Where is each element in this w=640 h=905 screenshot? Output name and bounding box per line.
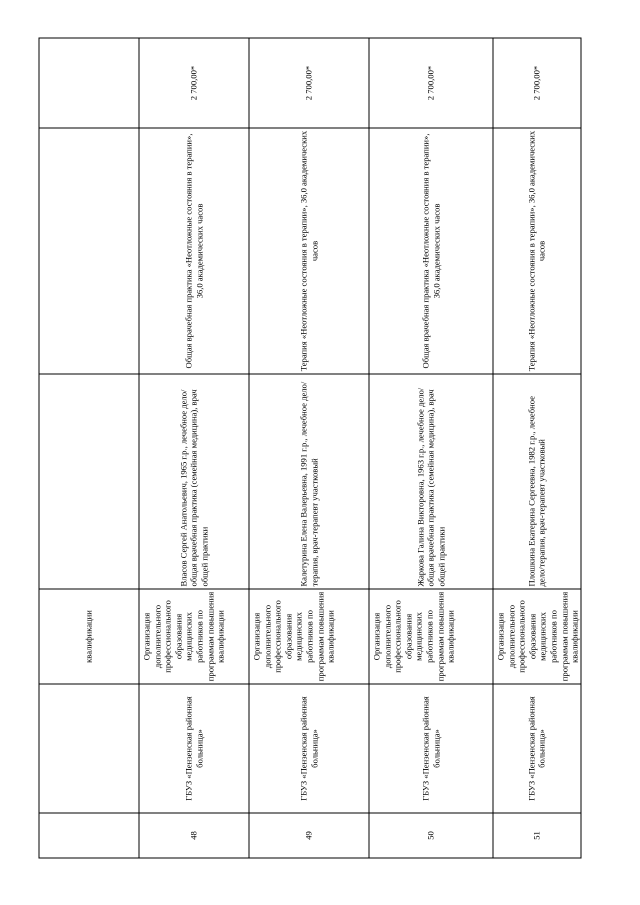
program-continuation-cell: квалификации xyxy=(39,589,139,684)
price-cell-empty xyxy=(39,38,139,128)
organization: ГБУЗ «Пензенская районная больница» xyxy=(139,684,249,813)
row-number: 50 xyxy=(369,813,493,858)
price: 2 700,00* xyxy=(369,38,493,128)
price: 2 700,00* xyxy=(493,38,581,128)
row-number: 51 xyxy=(493,813,581,858)
course: Терапия «Неотложные состояния в терапии», 36,0 академических часов xyxy=(493,128,581,374)
program: Организация дополнительного профессионального образования медицинских работников по программам повышения квалификации xyxy=(369,589,493,684)
person: Калетурина Елена Валерьевна, 1991 г.р., лечебное дело/терапия, врач-терапевт участковый xyxy=(249,374,369,589)
table-row xyxy=(369,38,493,858)
program: Организация дополнительного профессионального образования медицинских работников по программам повышения квалификации xyxy=(493,589,581,684)
row-number: 48 xyxy=(139,813,249,858)
person-cell-empty xyxy=(39,374,139,589)
organization: ГБУЗ «Пензенская районная больница» xyxy=(369,684,493,813)
row-number: 49 xyxy=(249,813,369,858)
num-cell-empty xyxy=(39,813,139,858)
org-cell-empty xyxy=(39,684,139,813)
training-table xyxy=(39,38,582,859)
person: Власов Сергей Анатольевич, 1965 г.р., лечебное дело/общая врачебная практика (семейная медицина), врач общей практики xyxy=(139,374,249,589)
program: Организация дополнительного профессионального образования медицинских работников по программам повышения квалификации xyxy=(139,589,249,684)
price: 2 700,00* xyxy=(139,38,249,128)
person: Плошкина Екатерина Сергеевна, 1982 г.р., лечебное дело/терапия, врач-терапевт участковый xyxy=(493,374,581,589)
table-row xyxy=(493,38,581,858)
organization: ГБУЗ «Пензенская районная больница» xyxy=(249,684,369,813)
rotated-table-container xyxy=(39,39,580,859)
course: Терапия «Неотложные состояния в терапии», 36,0 академических часов xyxy=(249,128,369,374)
person: Жаркова Галина Викторовна, 1963 г.р., лечебное дело/общая врачебная практика (семейная медицина), врач общей практики xyxy=(369,374,493,589)
table-row-header-continuation xyxy=(39,38,139,858)
course-cell-empty xyxy=(39,128,139,374)
course: Общая врачебная практика «Неотложные состояния в терапии», 36,0 академических часов xyxy=(369,128,493,374)
table-row xyxy=(139,38,249,858)
organization: ГБУЗ «Пензенская районная больница» xyxy=(493,684,581,813)
course: Общая врачебная практика «Неотложные состояния в терапии», 36,0 академических часов xyxy=(139,128,249,374)
program: Организация дополнительного профессионального образования медицинских работников по программам повышения квалификации xyxy=(249,589,369,684)
price: 2 700,00* xyxy=(249,38,369,128)
table-row xyxy=(249,38,369,858)
